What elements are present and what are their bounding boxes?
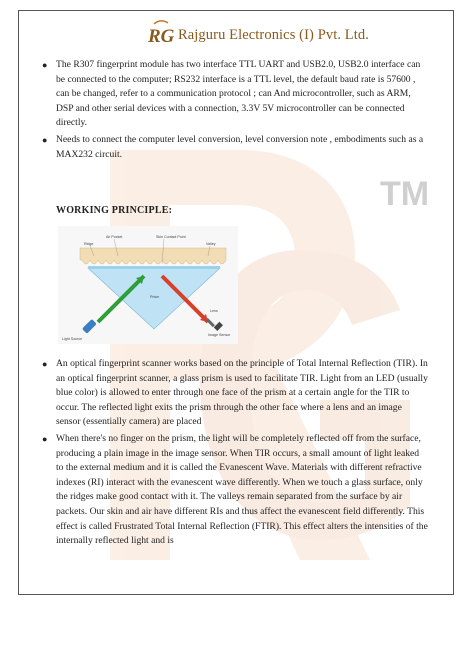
list-item: [42, 357, 428, 430]
label-image-sensor: Image Sensor: [208, 333, 231, 337]
label-skin-contact: Skin Contact Point: [156, 235, 186, 239]
watermark-tm: TM: [380, 175, 430, 213]
section-heading: WORKING PRINCIPLE:: [56, 205, 173, 216]
company-logo: [148, 20, 174, 50]
list-item: [42, 133, 428, 162]
bullet-text: An optical fingerprint scanner works based on the principle of Total Internal Reflection (TIR). In an optical fingerprint scanner, a glass prism is used to facilitate TIR. Light from an LED (usually blue color) is allowed to enter through one face of the prism at a certain angle for the TIR to occur. The reflected light exits the prism through the other face where a lens and an image sensor (essentially camera) are placed: [56, 358, 428, 428]
label-light-source: Light Source: [62, 337, 83, 341]
label-air-pocket: Air Pocket: [106, 235, 123, 239]
tir-diagram: [58, 226, 238, 344]
bullet-text: Needs to connect the computer level conversion, level conversion note , embodiments such as a MAX232 circuit.: [56, 133, 424, 160]
label-ridge: Ridge: [84, 242, 94, 246]
document-header: [148, 20, 369, 50]
label-lens: Lens: [210, 309, 218, 313]
bullet-icon: ●: [42, 60, 48, 70]
bullet-icon: ●: [42, 433, 48, 444]
logo-flourish-icon: [154, 21, 168, 24]
list-item: [42, 58, 428, 131]
bullet-text: When there's no finger on the prism, the light will be completely reflected off from the surface, producing a plain image in the image sensor. When TIR occurs, a small amount of light leaked to the external medium and it is called the Evanescent Wave. Materials with different refractive indexes (RI) interact with the evanescent wave differently. When we touch a glass surface, only the ridges make good contact with it. The valleys remain separated from the surface by air packets. Our skin and air have different RIs and thus affect the evanescent field differently. This effect is called Frustrated Total Internal Reflection (FTIR). This effect alters the intensities of the internally reflected light and is: [56, 432, 428, 547]
label-valley: Valley: [206, 242, 216, 246]
logo-text: RG: [148, 26, 174, 47]
bullet-text: The R307 fingerprint module has two interface TTL UART and USB2.0, USB2.0 interface can be connected to the computer; RS232 interface is a TTL level, the default baud rate is 57600 , can be changed, refer to a communication protocol ; can And microcontroller, such as ARM, DSP and other serial devices with a connection, 3.3V 5V microcontroller can be connected directly.: [56, 59, 421, 129]
specification-list: [42, 58, 428, 164]
bullet-icon: ●: [42, 359, 48, 369]
list-item: [42, 432, 428, 549]
bullet-icon: ●: [42, 134, 48, 145]
label-prism: Prism: [150, 295, 160, 299]
company-name: Rajguru Electronics (I) Pvt. Ltd.: [178, 26, 369, 43]
principle-list: [42, 357, 428, 551]
finger-skin: [80, 248, 226, 264]
prism-top-face: [88, 266, 220, 269]
